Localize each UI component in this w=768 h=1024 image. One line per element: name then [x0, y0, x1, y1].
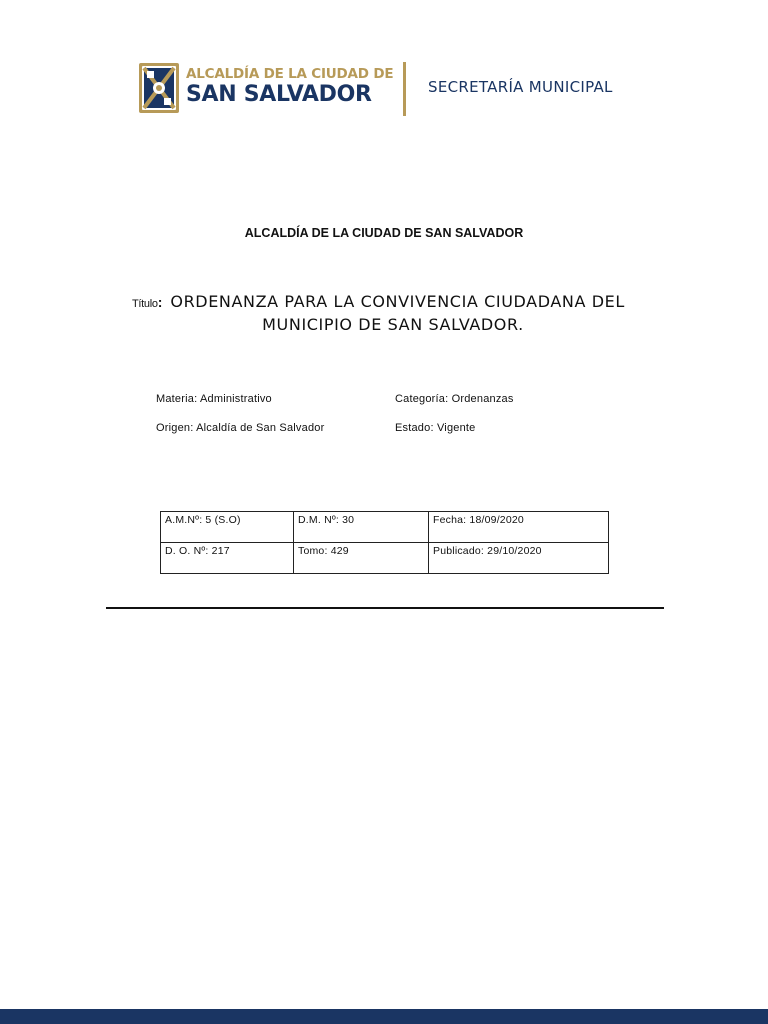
title-text-line-1: ORDENANZA PARA LA CONVIVENCIA CIUDADANA DEL — [170, 292, 625, 311]
table-cell-fecha: Fecha: 18/09/2020 — [429, 512, 609, 543]
title-line-1 — [132, 292, 642, 312]
table-cell-tomo: Tomo: 429 — [294, 543, 429, 574]
meta-categoria: Categoría: Ordenanzas — [395, 393, 514, 405]
department-name: SECRETARÍA MUNICIPAL — [428, 78, 613, 96]
horizontal-rule — [106, 607, 664, 609]
table-cell-do: D. O. Nº: 217 — [161, 543, 294, 574]
letterhead — [138, 62, 648, 118]
reference-table — [160, 511, 609, 574]
brand-divider — [403, 62, 406, 116]
meta-estado: Estado: Vigente — [395, 422, 476, 434]
institution-heading: ALCALDÍA DE LA CIUDAD DE SAN SALVADOR — [244, 226, 524, 240]
table-cell-dm: D.M. Nº: 30 — [294, 512, 429, 543]
municipal-seal-icon — [138, 62, 180, 114]
title-label: Título — [132, 298, 158, 310]
table-cell-am: A.M.Nº: 5 (S.O) — [161, 512, 294, 543]
table-row — [161, 543, 609, 574]
footer-band — [0, 1009, 768, 1024]
meta-materia: Materia: Administrativo — [156, 393, 272, 405]
title-text-line-2: MUNICIPIO DE SAN SALVADOR. — [262, 315, 524, 334]
table-row — [161, 512, 609, 543]
title-colon: : — [157, 294, 163, 310]
table-cell-publicado: Publicado: 29/10/2020 — [429, 543, 609, 574]
brand-bottom-text: SAN SALVADOR — [186, 82, 372, 107]
meta-origen: Origen: Alcaldía de San Salvador — [156, 422, 325, 434]
document-title — [132, 292, 642, 334]
brand-top-text: ALCALDÍA DE LA CIUDAD DE — [186, 66, 394, 82]
